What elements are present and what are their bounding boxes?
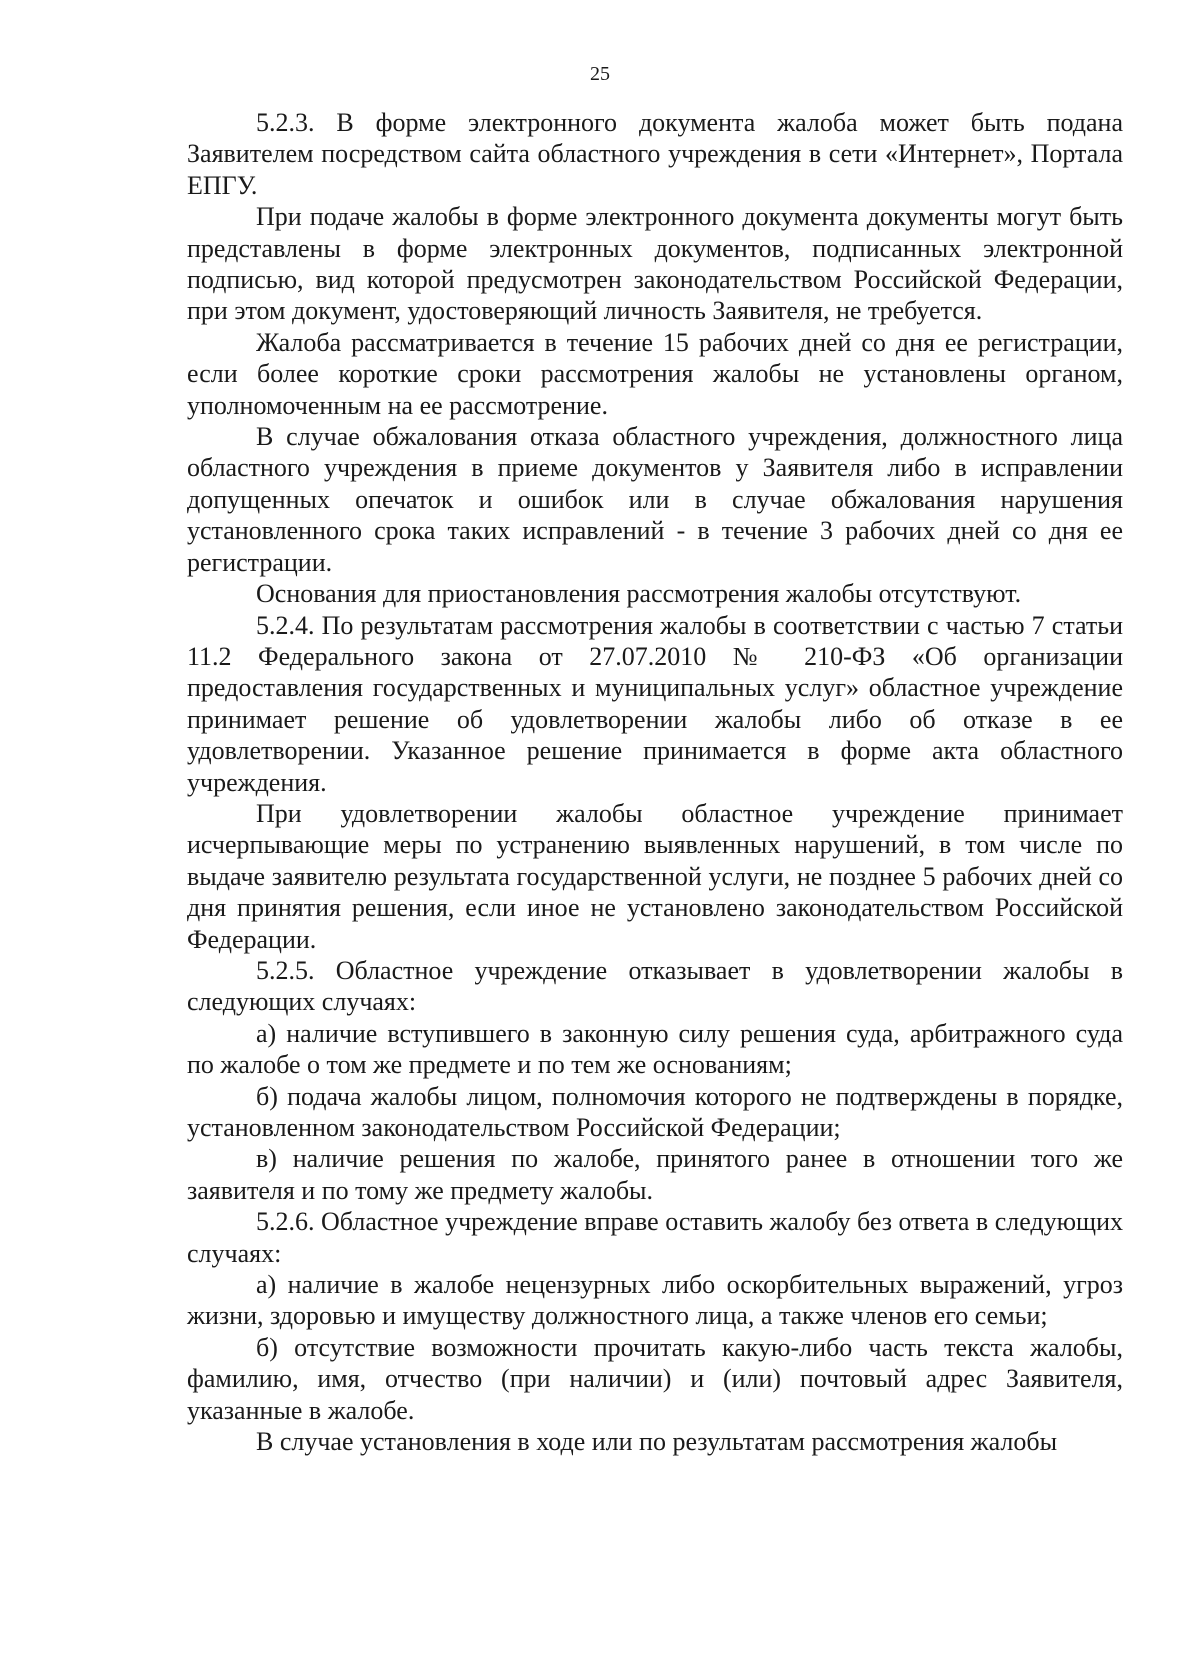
document-body [187, 107, 1123, 1457]
list-item-5-2-5-v: в) наличие решения по жалобе, принятого ранее в отношении того же заявителя и по тому же предмету жалобы. [187, 1144, 1123, 1205]
list-item-5-2-6-b: б) отсутствие возможности прочитать какую-либо часть текста жалобы, фамилию, имя, отчество (при наличии) и (или) почтовый адрес Заявителя, указанные в жалобе. [187, 1332, 1123, 1425]
list-item-5-2-5-a: а) наличие вступившего в законную силу решения суда, арбитражного суда по жалобе о том же предмете и по тем же основаниям; [187, 1018, 1123, 1080]
paragraph-5-2-6: 5.2.6. Областное учреждение вправе оставить жалобу без ответа в следующих случаях: [187, 1207, 1123, 1268]
page-number: 25 [590, 63, 610, 85]
paragraph-no-suspension: Основания для приостановления рассмотрения жалобы отсутствуют. [256, 579, 1022, 609]
list-item-5-2-5-b: б) подача жалобы лицом, полномочия которого не подтверждены в порядке, установленном законодательством Российской Федерации; [187, 1081, 1123, 1142]
paragraph-satisfaction-measures: При удовлетворении жалобы областное учреждение принимает исчерпывающие меры по устранению выявленных нарушений, в том числе по выдаче заявителю результата государственной услуги, не позднее 5 рабочих дней со дня принятия решения, если иное не установлено законодательством Российской Федерации. [187, 798, 1123, 954]
paragraph-5-2-4: 5.2.4. По результатам рассмотрения жалобы в соответствии с частью 7 статьи 11.2 Федерального закона от 27.07.2010 № 210-ФЗ «Об организации предоставления государственных и муниципальных услуг» областное учреждение принимает решение об удовлетворении жалобы либо об отказе в ее удовлетворении. Указанное решение принимается в форме акта областного учреждения. [187, 610, 1123, 797]
paragraph-5-2-5: 5.2.5. Областное учреждение отказывает в удовлетворении жалобы в следующих случаях: [187, 955, 1123, 1017]
list-item-5-2-6-a: а) наличие в жалобе нецензурных либо оскорбительных выражений, угроз жизни, здоровью и имуществу должностного лица, а также членов его семьи; [187, 1270, 1123, 1331]
paragraph-review-term: Жалоба рассматривается в течение 15 рабочих дней со дня ее регистрации, если более короткие сроки рассмотрения жалобы не установлены органом, уполномоченным на ее рассмотрение. [187, 327, 1123, 420]
paragraph-refusal-appeal: В случае обжалования отказа областного учреждения, должностного лица областного учреждения в приеме документов у Заявителя либо в исправлении допущенных опечаток и ошибок или в случае обжалования нарушения установленного срока таких исправлений - в течение 3 рабочих дней со дня ее регистрации. [187, 422, 1123, 577]
paragraph-electronic-signature: При подаче жалобы в форме электронного документа документы могут быть представлены в форме электронных документов, подписанных электронной подписью, вид которой предусмотрен законодательством Российской Федерации, при этом документ, удостоверяющий личность Заявителя, не требуется. [187, 202, 1123, 326]
paragraph-continuation: В случае установления в ходе или по результатам рассмотрения жалобы [256, 1427, 1058, 1457]
paragraph-5-2-3: 5.2.3. В форме электронного документа жалоба может быть подана Заявителем посредством сайта областного учреждения в сети «Интернет», Портала ЕПГУ. [187, 108, 1123, 200]
